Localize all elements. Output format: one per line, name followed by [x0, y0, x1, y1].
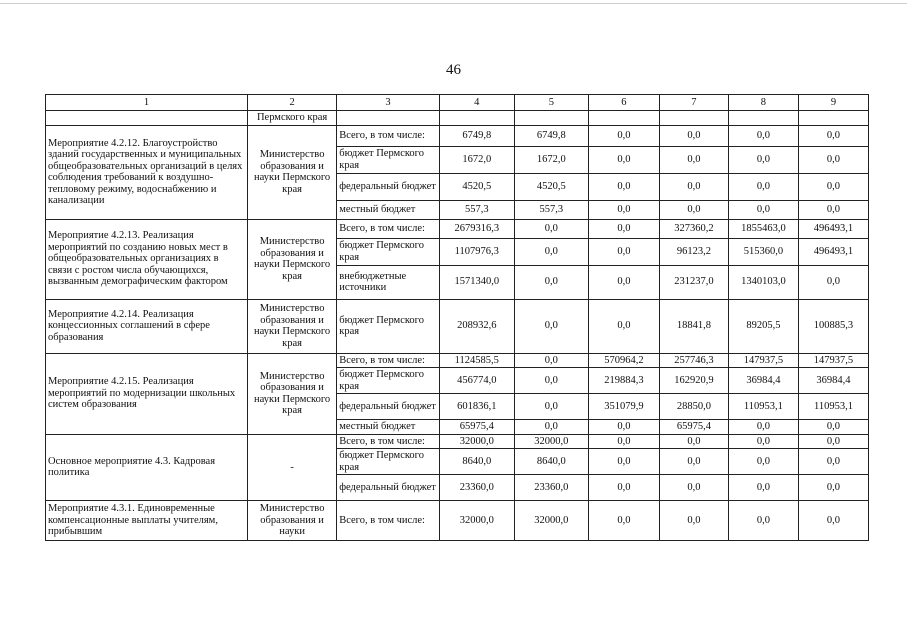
- funding-source-cell: федеральный бюджет: [337, 394, 439, 420]
- value-cell: 1107976,3: [439, 238, 514, 265]
- value-cell: 147937,5: [798, 353, 868, 368]
- value-cell: 96123,2: [659, 238, 728, 265]
- funding-source-cell: бюджет Пермского края: [337, 146, 439, 173]
- continuation-row: [46, 111, 869, 126]
- page-number: 46: [446, 62, 461, 78]
- value-cell: 0,0: [798, 420, 868, 435]
- column-number: 5: [514, 95, 588, 111]
- value-cell: 23360,0: [439, 475, 514, 501]
- value-cell: 0,0: [798, 434, 868, 449]
- value-cell: 110953,1: [798, 394, 868, 420]
- column-number: 7: [659, 95, 728, 111]
- value-cell: 496493,1: [798, 219, 868, 238]
- program-funding-table: [45, 94, 869, 541]
- value-cell: 4520,5: [439, 173, 514, 200]
- value-cell: 557,3: [439, 200, 514, 219]
- value-cell: 0,0: [798, 449, 868, 475]
- value-cell: 0,0: [659, 449, 728, 475]
- executor-cell: Министерство образования и науки Пермского края: [247, 219, 336, 299]
- funding-source-cell: Всего, в том числе:: [337, 353, 439, 368]
- value-cell: 0,0: [588, 434, 659, 449]
- value-cell: 23360,0: [514, 475, 588, 501]
- column-number-row: [46, 95, 869, 111]
- value-cell: 496493,1: [798, 238, 868, 265]
- funding-source-cell: внебюджетные источники: [337, 265, 439, 299]
- value-cell: 456774,0: [439, 368, 514, 394]
- value-cell: 0,0: [659, 475, 728, 501]
- value-cell: 36984,4: [798, 368, 868, 394]
- value-cell: 32000,0: [439, 434, 514, 449]
- column-number: 4: [439, 95, 514, 111]
- value-cell: 6749,8: [514, 125, 588, 146]
- value-cell: 208932,6: [439, 299, 514, 353]
- value-cell: 89205,5: [728, 299, 798, 353]
- value-cell: 0,0: [798, 265, 868, 299]
- value-cell: 65975,4: [439, 420, 514, 435]
- funding-source-cell: федеральный бюджет: [337, 173, 439, 200]
- funding-source-cell: Всего, в том числе:: [337, 219, 439, 238]
- value-cell: 0,0: [798, 501, 868, 541]
- funding-source-cell: Всего, в том числе:: [337, 501, 439, 541]
- value-cell: 6749,8: [439, 125, 514, 146]
- funding-source-cell: бюджет Пермского края: [337, 238, 439, 265]
- value-cell: 0,0: [659, 125, 728, 146]
- value-cell: 1672,0: [514, 146, 588, 173]
- value-cell: 0,0: [728, 434, 798, 449]
- value-cell: 0,0: [659, 173, 728, 200]
- value-cell: 100885,3: [798, 299, 868, 353]
- executor-cell: Министерство образования и науки: [247, 501, 336, 541]
- value-cell: 0,0: [514, 420, 588, 435]
- column-number: 6: [588, 95, 659, 111]
- value-cell: 0,0: [798, 173, 868, 200]
- value-cell: 147937,5: [728, 353, 798, 368]
- value-cell: 0,0: [728, 501, 798, 541]
- value-cell: 0,0: [514, 219, 588, 238]
- column-number: 1: [46, 95, 248, 111]
- value-cell: 8640,0: [439, 449, 514, 475]
- value-cell: 32000,0: [514, 501, 588, 541]
- value-cell: 162920,9: [659, 368, 728, 394]
- value-cell: 601836,1: [439, 394, 514, 420]
- table-row: [46, 434, 869, 449]
- value-cell: 0,0: [514, 394, 588, 420]
- value-cell: 0,0: [588, 475, 659, 501]
- activity-cell: Мероприятие 4.2.14. Реализация концессионных соглашений в сфере образования: [46, 299, 248, 353]
- value-cell: 219884,3: [588, 368, 659, 394]
- funding-source-cell: федеральный бюджет: [337, 475, 439, 501]
- funding-source-cell: Всего, в том числе:: [337, 125, 439, 146]
- funding-source-cell: бюджет Пермского края: [337, 368, 439, 394]
- executor-cell: -: [247, 434, 336, 501]
- value-cell: 0,0: [514, 265, 588, 299]
- value-cell: 65975,4: [659, 420, 728, 435]
- value-cell: 0,0: [588, 146, 659, 173]
- value-cell: 231237,0: [659, 265, 728, 299]
- value-cell: 0,0: [659, 501, 728, 541]
- column-number: 9: [798, 95, 868, 111]
- value-cell: 0,0: [514, 368, 588, 394]
- activity-cell: Мероприятие 4.2.13. Реализация мероприятий по созданию новых мест в общеобразовательных организациях в связи с ростом числа обучающихся, вызванным демографическим фактором: [46, 219, 248, 299]
- activity-cell: Мероприятие 4.2.15. Реализация мероприятий по модернизации школьных систем образования: [46, 353, 248, 434]
- activity-cell: Мероприятие 4.2.12. Благоустройство зданий государственных и муниципальных общеобразовательных организаций в целях соблюдения требований к воздушно-тепловому режиму, водоснабжению и канализации: [46, 125, 248, 219]
- value-cell: 0,0: [588, 219, 659, 238]
- value-cell: 36984,4: [728, 368, 798, 394]
- value-cell: 557,3: [514, 200, 588, 219]
- funding-source-cell: Всего, в том числе:: [337, 434, 439, 449]
- value-cell: 570964,2: [588, 353, 659, 368]
- value-cell: 0,0: [588, 299, 659, 353]
- table-row: [46, 501, 869, 541]
- value-cell: 0,0: [588, 265, 659, 299]
- value-cell: 0,0: [514, 299, 588, 353]
- table-row: [46, 353, 869, 368]
- executor-cell: Министерство образования и науки Пермского края: [247, 299, 336, 353]
- value-cell: 28850,0: [659, 394, 728, 420]
- value-cell: 4520,5: [514, 173, 588, 200]
- value-cell: 351079,9: [588, 394, 659, 420]
- value-cell: 0,0: [588, 501, 659, 541]
- funding-source-cell: бюджет Пермского края: [337, 449, 439, 475]
- column-number: 2: [247, 95, 336, 111]
- value-cell: 1571340,0: [439, 265, 514, 299]
- value-cell: 0,0: [588, 449, 659, 475]
- value-cell: 0,0: [798, 146, 868, 173]
- value-cell: 18841,8: [659, 299, 728, 353]
- value-cell: 110953,1: [728, 394, 798, 420]
- value-cell: 0,0: [728, 475, 798, 501]
- value-cell: 0,0: [728, 173, 798, 200]
- value-cell: 0,0: [728, 420, 798, 435]
- value-cell: 0,0: [728, 125, 798, 146]
- activity-cell: Основное мероприятие 4.3. Кадровая политика: [46, 434, 248, 501]
- value-cell: 0,0: [588, 200, 659, 219]
- column-number: 8: [728, 95, 798, 111]
- scan-top-edge: [0, 3, 907, 4]
- value-cell: 0,0: [588, 125, 659, 146]
- value-cell: 0,0: [798, 475, 868, 501]
- value-cell: 32000,0: [514, 434, 588, 449]
- value-cell: 0,0: [728, 200, 798, 219]
- value-cell: 8640,0: [514, 449, 588, 475]
- table-row: [46, 219, 869, 238]
- funding-source-cell: местный бюджет: [337, 200, 439, 219]
- funding-source-cell: бюджет Пермского края: [337, 299, 439, 353]
- value-cell: 32000,0: [439, 501, 514, 541]
- value-cell: 1124585,5: [439, 353, 514, 368]
- funding-source-cell: местный бюджет: [337, 420, 439, 435]
- value-cell: 2679316,3: [439, 219, 514, 238]
- column-number: 3: [337, 95, 439, 111]
- value-cell: 0,0: [588, 420, 659, 435]
- value-cell: 0,0: [659, 200, 728, 219]
- executor-cell: Пермского края: [247, 111, 336, 126]
- value-cell: 1340103,0: [728, 265, 798, 299]
- value-cell: 0,0: [588, 238, 659, 265]
- activity-cell: [46, 111, 248, 126]
- value-cell: 0,0: [659, 146, 728, 173]
- value-cell: 0,0: [798, 125, 868, 146]
- executor-cell: Министерство образования и науки Пермского края: [247, 125, 336, 219]
- value-cell: 515360,0: [728, 238, 798, 265]
- value-cell: 1855463,0: [728, 219, 798, 238]
- value-cell: 257746,3: [659, 353, 728, 368]
- value-cell: 0,0: [514, 238, 588, 265]
- value-cell: 0,0: [514, 353, 588, 368]
- value-cell: 0,0: [728, 449, 798, 475]
- value-cell: 0,0: [728, 146, 798, 173]
- table-row: [46, 125, 869, 146]
- executor-cell: Министерство образования и науки Пермского края: [247, 353, 336, 434]
- value-cell: 0,0: [659, 434, 728, 449]
- value-cell: 327360,2: [659, 219, 728, 238]
- activity-cell: Мероприятие 4.3.1. Единовременные компенсационные выплаты учителям, прибывшим: [46, 501, 248, 541]
- value-cell: 1672,0: [439, 146, 514, 173]
- value-cell: 0,0: [588, 173, 659, 200]
- value-cell: 0,0: [798, 200, 868, 219]
- table-row: [46, 299, 869, 353]
